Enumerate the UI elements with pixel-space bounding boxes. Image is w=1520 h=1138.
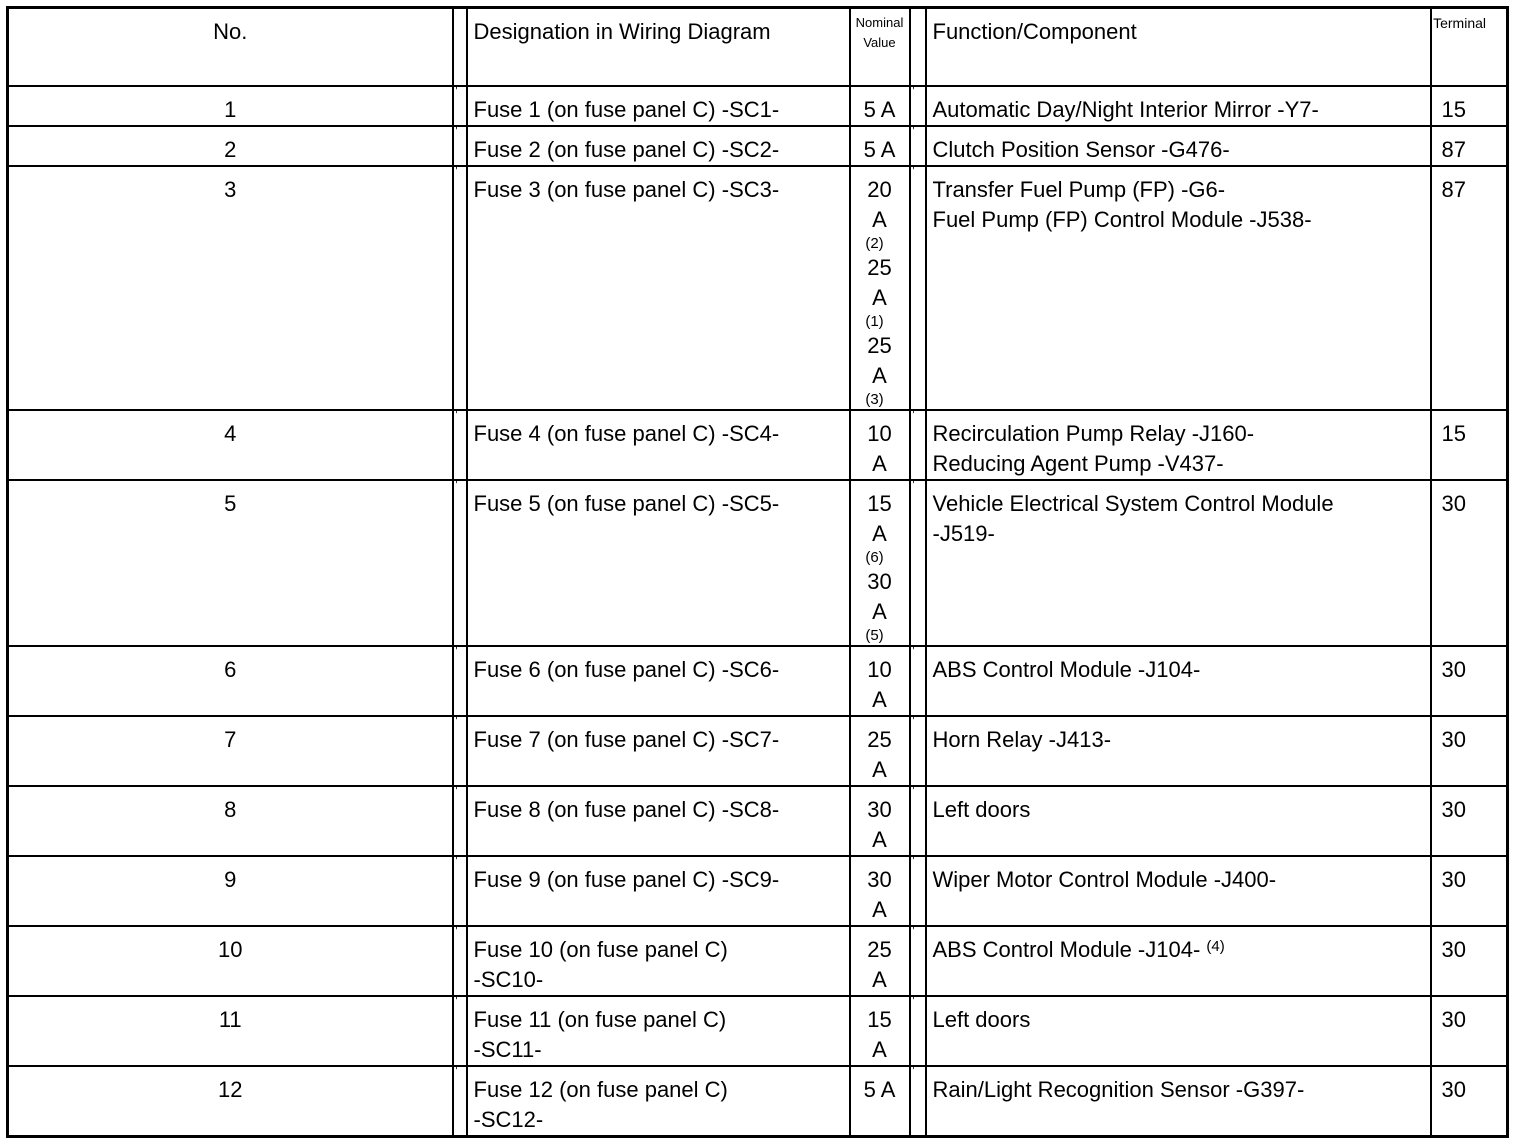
cell-function xyxy=(926,166,1431,410)
nominal-value-line: 10 xyxy=(867,657,892,682)
nominal-value-line: 5 A xyxy=(863,97,896,122)
cell-nominal-value xyxy=(850,86,910,126)
header-gap xyxy=(453,8,467,87)
cell-gap xyxy=(453,786,467,856)
header-nominal-line1: Nominal xyxy=(855,15,904,30)
cell-terminal: 30 xyxy=(1431,646,1508,716)
header-gap xyxy=(910,8,926,87)
cell-gap xyxy=(910,786,926,856)
header-no: No. xyxy=(8,8,453,87)
cell-nominal-value xyxy=(850,926,910,996)
table-row xyxy=(8,86,1508,126)
nominal-value-line: 20 xyxy=(867,177,892,202)
cell-no: 5 xyxy=(8,480,453,646)
cell-nominal-value xyxy=(850,480,910,646)
cell-function xyxy=(926,926,1431,996)
cell-gap xyxy=(910,716,926,786)
nominal-value-line: 10 xyxy=(867,421,892,446)
cell-terminal: 15 xyxy=(1431,410,1508,480)
cell-no: 3 xyxy=(8,166,453,410)
cell-gap xyxy=(910,926,926,996)
cell-function xyxy=(926,716,1431,786)
cell-terminal: 87 xyxy=(1431,166,1508,410)
nominal-value-line: 25 xyxy=(867,937,892,962)
nominal-value-line: 5 A xyxy=(863,137,896,162)
cell-gap xyxy=(910,996,926,1066)
cell-nominal-value xyxy=(850,996,910,1066)
cell-function xyxy=(926,646,1431,716)
nominal-value-line: A xyxy=(872,599,887,624)
function-text: Horn Relay -J413- xyxy=(932,727,1112,752)
footnote-marker: (3) xyxy=(865,391,884,408)
table-row xyxy=(8,996,1508,1066)
nominal-value-line: A xyxy=(872,363,887,388)
cell-terminal: 30 xyxy=(1431,996,1508,1066)
table-row xyxy=(8,1066,1508,1137)
table-row xyxy=(8,646,1508,716)
cell-no: 7 xyxy=(8,716,453,786)
cell-terminal: 87 xyxy=(1431,126,1508,166)
header-row xyxy=(8,8,1508,87)
cell-terminal: 30 xyxy=(1431,926,1508,996)
cell-function xyxy=(926,856,1431,926)
cell-gap xyxy=(453,716,467,786)
nominal-value-line: A xyxy=(872,897,887,922)
cell-no: 6 xyxy=(8,646,453,716)
table-row xyxy=(8,166,1508,410)
cell-designation: Fuse 4 (on fuse panel C) -SC4- xyxy=(467,410,850,480)
cell-designation: Fuse 6 (on fuse panel C) -SC6- xyxy=(467,646,850,716)
cell-terminal: 30 xyxy=(1431,480,1508,646)
header-terminal: Terminal xyxy=(1431,8,1508,87)
nominal-value-line: 5 A xyxy=(863,1077,896,1102)
function-text: ABS Control Module -J104- xyxy=(932,657,1201,682)
footnote-marker: (5) xyxy=(865,627,884,644)
header-nominal-line2: Value xyxy=(863,35,896,50)
footnote-marker: (2) xyxy=(865,235,884,252)
cell-function xyxy=(926,86,1431,126)
cell-gap xyxy=(910,126,926,166)
header-designation: Designation in Wiring Diagram xyxy=(467,8,850,87)
cell-designation: Fuse 1 (on fuse panel C) -SC1- xyxy=(467,86,850,126)
cell-no: 10 xyxy=(8,926,453,996)
cell-gap xyxy=(453,480,467,646)
table-row xyxy=(8,480,1508,646)
cell-designation: Fuse 7 (on fuse panel C) -SC7- xyxy=(467,716,850,786)
table-row xyxy=(8,126,1508,166)
cell-nominal-value xyxy=(850,646,910,716)
cell-function xyxy=(926,996,1431,1066)
cell-gap xyxy=(453,646,467,716)
cell-nominal-value xyxy=(850,410,910,480)
footnote-marker: (1) xyxy=(865,313,884,330)
cell-gap xyxy=(453,1066,467,1137)
cell-designation: Fuse 3 (on fuse panel C) -SC3- xyxy=(467,166,850,410)
function-text: Left doors xyxy=(932,797,1031,822)
cell-gap xyxy=(910,646,926,716)
cell-nominal-value xyxy=(850,1066,910,1137)
function-text: Automatic Day/Night Interior Mirror -Y7- xyxy=(932,97,1319,122)
cell-gap xyxy=(453,996,467,1066)
cell-designation: Fuse 9 (on fuse panel C) -SC9- xyxy=(467,856,850,926)
footnote-marker: (4) xyxy=(1206,938,1225,955)
cell-designation: Fuse 2 (on fuse panel C) -SC2- xyxy=(467,126,850,166)
footnote-marker: (6) xyxy=(865,549,884,566)
function-text: Recirculation Pump Relay -J160- Reducing Agent Pump -V437- xyxy=(932,421,1255,476)
function-text: Rain/Light Recognition Sensor -G397- xyxy=(932,1077,1305,1102)
table-row xyxy=(8,786,1508,856)
cell-gap xyxy=(910,410,926,480)
nominal-value-line: 30 xyxy=(867,569,892,594)
cell-gap xyxy=(453,86,467,126)
cell-gap xyxy=(910,166,926,410)
function-text: ABS Control Module -J104- xyxy=(932,937,1201,962)
function-text: Wiper Motor Control Module -J400- xyxy=(932,867,1277,892)
cell-function xyxy=(926,1066,1431,1137)
cell-gap xyxy=(910,480,926,646)
cell-nominal-value xyxy=(850,856,910,926)
nominal-value-line: A xyxy=(872,967,887,992)
cell-terminal: 15 xyxy=(1431,86,1508,126)
cell-terminal: 30 xyxy=(1431,1066,1508,1137)
function-text: Clutch Position Sensor -G476- xyxy=(932,137,1230,162)
table-body xyxy=(8,86,1508,1137)
function-text: Vehicle Electrical System Control Module -J519- xyxy=(932,491,1334,546)
cell-designation: Fuse 11 (on fuse panel C) -SC11- xyxy=(467,996,850,1066)
function-text: Left doors xyxy=(932,1007,1031,1032)
cell-no: 2 xyxy=(8,126,453,166)
nominal-value-line: 15 xyxy=(867,491,892,516)
cell-no: 11 xyxy=(8,996,453,1066)
nominal-value-line: A xyxy=(872,207,887,232)
header-function: Function/Component xyxy=(926,8,1431,87)
nominal-value-line: 25 xyxy=(867,333,892,358)
cell-gap xyxy=(453,856,467,926)
cell-no: 9 xyxy=(8,856,453,926)
cell-function xyxy=(926,786,1431,856)
nominal-value-line: A xyxy=(872,687,887,712)
cell-terminal: 30 xyxy=(1431,786,1508,856)
nominal-value-line: 30 xyxy=(867,867,892,892)
cell-designation: Fuse 8 (on fuse panel C) -SC8- xyxy=(467,786,850,856)
nominal-value-line: A xyxy=(872,285,887,310)
cell-no: 8 xyxy=(8,786,453,856)
table-row xyxy=(8,926,1508,996)
nominal-value-line: 25 xyxy=(867,727,892,752)
cell-function xyxy=(926,126,1431,166)
table-row xyxy=(8,856,1508,926)
nominal-value-line: A xyxy=(872,757,887,782)
cell-nominal-value xyxy=(850,126,910,166)
cell-gap xyxy=(910,86,926,126)
cell-function xyxy=(926,480,1431,646)
cell-designation: Fuse 10 (on fuse panel C) -SC10- xyxy=(467,926,850,996)
cell-nominal-value xyxy=(850,786,910,856)
cell-gap xyxy=(453,926,467,996)
nominal-value-line: A xyxy=(872,521,887,546)
table-row xyxy=(8,716,1508,786)
cell-gap xyxy=(453,166,467,410)
nominal-value-line: A xyxy=(872,451,887,476)
header-nominal-value xyxy=(850,8,910,87)
cell-terminal: 30 xyxy=(1431,716,1508,786)
nominal-value-line: 25 xyxy=(867,255,892,280)
cell-designation: Fuse 5 (on fuse panel C) -SC5- xyxy=(467,480,850,646)
cell-function xyxy=(926,410,1431,480)
cell-gap xyxy=(453,410,467,480)
cell-gap xyxy=(453,126,467,166)
cell-gap xyxy=(910,1066,926,1137)
nominal-value-line: 30 xyxy=(867,797,892,822)
cell-no: 1 xyxy=(8,86,453,126)
table-row xyxy=(8,410,1508,480)
nominal-value-line: 15 xyxy=(867,1007,892,1032)
fuse-table xyxy=(6,6,1509,1138)
nominal-value-line: A xyxy=(872,1037,887,1062)
cell-designation: Fuse 12 (on fuse panel C) -SC12- xyxy=(467,1066,850,1137)
cell-terminal: 30 xyxy=(1431,856,1508,926)
nominal-value-line: A xyxy=(872,827,887,852)
cell-nominal-value xyxy=(850,166,910,410)
cell-no: 12 xyxy=(8,1066,453,1137)
cell-nominal-value xyxy=(850,716,910,786)
function-text: Transfer Fuel Pump (FP) -G6- Fuel Pump (FP) Control Module -J538- xyxy=(932,177,1312,232)
cell-no: 4 xyxy=(8,410,453,480)
cell-gap xyxy=(910,856,926,926)
